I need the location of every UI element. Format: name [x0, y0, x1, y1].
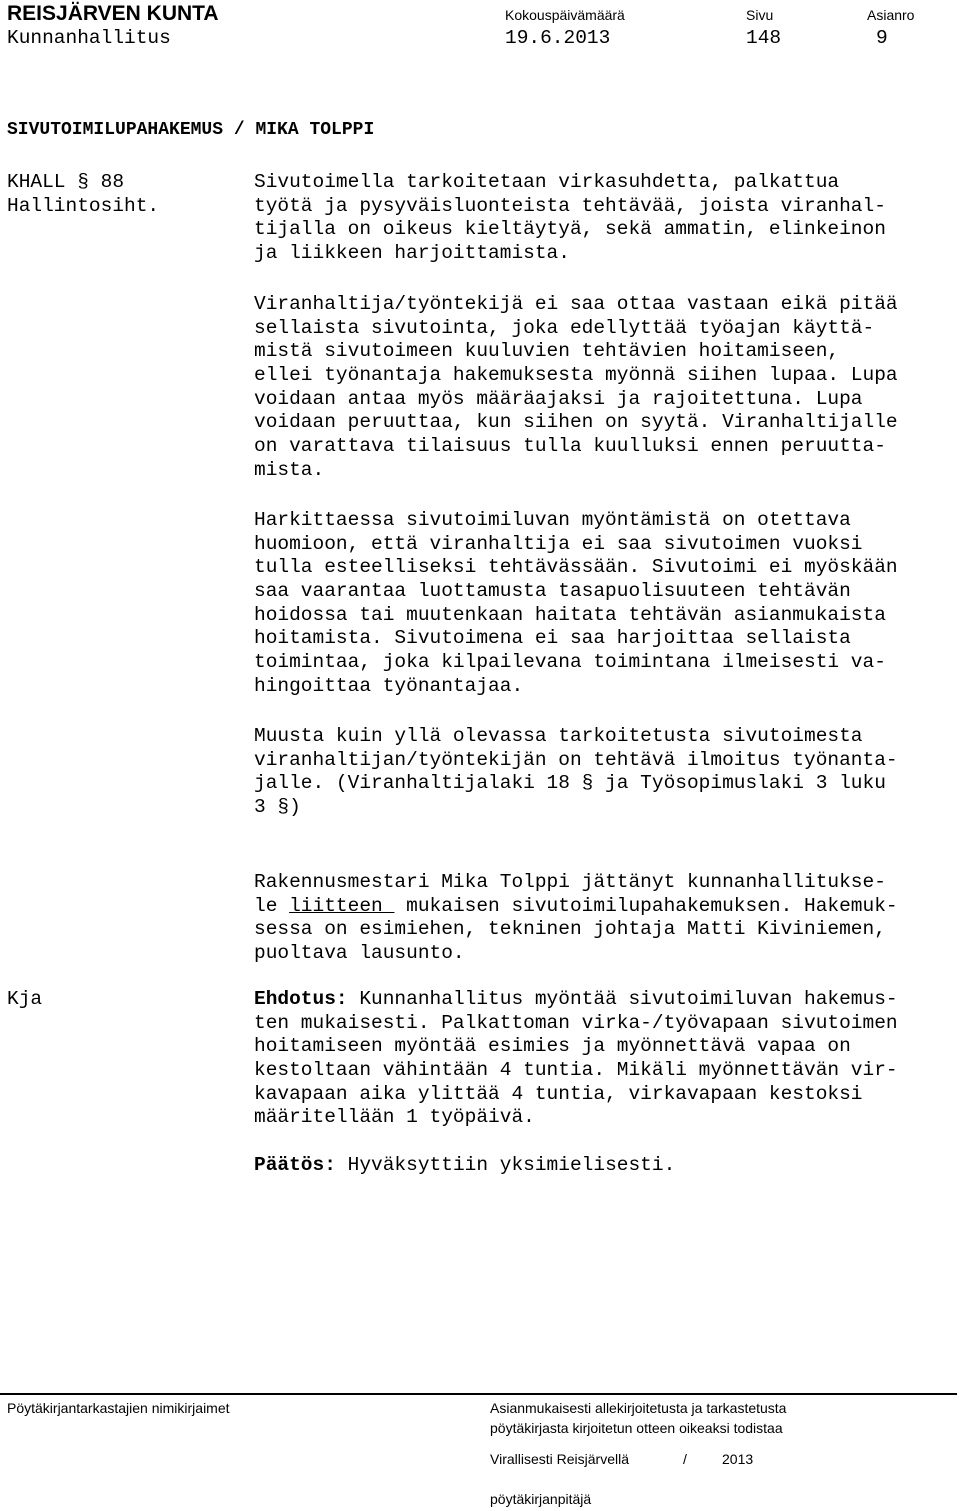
- text-line: toimintaa, joka kilpailevana toimintana ilmeisesti va-: [254, 651, 886, 674]
- text-line: 3 §): [254, 796, 301, 819]
- text-line: hoitamiseen myöntää esimies ja myönnettävä vapaa on: [254, 1035, 851, 1058]
- preparer: Hallintosiht.: [7, 195, 160, 217]
- text-line: kavapaan aika ylittää 4 tuntia, virkavapaan kestoksi: [254, 1082, 863, 1105]
- footer-certification-line1: Asianmukaisesti allekirjoitetusta ja tarkastetusta: [490, 1400, 787, 1416]
- text-line: työtä ja pysyväisluonteista tehtävää, joista viranhal-: [254, 194, 886, 217]
- decision-label: Päätös:: [254, 1154, 336, 1176]
- paragraph-application: [254, 871, 954, 966]
- footer-inspectors-initials: Pöytäkirjantarkastajien nimikirjaimet: [7, 1400, 230, 1416]
- text-line: jalle. (Viranhaltijalaki 18 § ja Työsopimuslaki 3 luku: [254, 772, 886, 795]
- footer-secretary: pöytäkirjanpitäjä: [490, 1491, 592, 1507]
- proposer: Kja: [7, 988, 43, 1010]
- paragraph-proposal: [254, 988, 954, 1130]
- text-line: viranhaltijan/työntekijän on tehtävä ilmoitus työnanta-: [254, 748, 898, 771]
- case-number-value: 9: [876, 27, 888, 49]
- page-number-value: 148: [746, 27, 782, 49]
- text-line: sessa on esimiehen, tekninen johtaja Matti Kiviniemen,: [254, 918, 886, 941]
- text-line: [254, 895, 954, 919]
- footer-certification-line2: pöytäkirjasta kirjoitetun otteen oikeaksi todistaa: [490, 1420, 783, 1436]
- text-line: Viranhaltija/työntekijä ei saa ottaa vastaan eikä pitää: [254, 293, 898, 315]
- text-line: hoitamista. Sivutoimena ei saa harjoittaa sellaista: [254, 627, 851, 650]
- text-line: Sivutoimella tarkoitetaan virkasuhdetta, palkattua: [254, 171, 840, 193]
- footer-year: 2013: [722, 1451, 754, 1467]
- footer-divider: [0, 1393, 957, 1395]
- text-line: tulla esteelliseksi tehtävässään. Sivutoimi ei myöskään: [254, 556, 898, 579]
- text-fragment: mukaisen sivutoimilupahakemuksen. Hakemuk-: [394, 894, 898, 917]
- text-fragment: le: [254, 894, 290, 917]
- case-number-label: Asianro: [867, 7, 915, 23]
- text-fragment: Hyväksyttiin yksimielisesti.: [335, 1154, 676, 1176]
- reference-code: KHALL § 88: [7, 171, 125, 193]
- text-line: puoltava lausunto.: [254, 942, 465, 965]
- text-line: ellei työnantaja hakemuksesta myönnä siihen lupaa. Lupa: [254, 364, 898, 387]
- text-line: mistä sivutoimeen kuuluvien tehtävien hoitamiseen,: [254, 340, 840, 363]
- text-line: voidaan antaa myös määräajaksi ja rajoitettuna. Lupa: [254, 387, 863, 410]
- meeting-date-label: Kokouspäivämäärä: [505, 7, 625, 23]
- text-line: Harkittaessa sivutoimiluvan myöntämistä on otettava: [254, 509, 851, 531]
- page-label: Sivu: [746, 7, 774, 23]
- text-line: huomioon, että viranhaltija ei saa sivutoimen vuoksi: [254, 532, 863, 555]
- paragraph-permission: [254, 293, 954, 483]
- proposal-label: Ehdotus:: [254, 988, 348, 1010]
- attachment-link[interactable]: liitteen: [289, 894, 395, 917]
- meeting-date-value: 19.6.2013: [505, 27, 611, 49]
- text-line: ja liikkeen harjoittamista.: [254, 242, 570, 265]
- paragraph-definition: [254, 171, 954, 266]
- paragraph-notification: [254, 725, 954, 820]
- text-line: mista.: [254, 458, 325, 481]
- text-line: on varattava tilaisuus tulla kuulluksi ennen peruutta-: [254, 435, 886, 458]
- text-line: hingoittaa työnantajaa.: [254, 674, 524, 697]
- paragraph-considerations: [254, 509, 954, 699]
- text-line: [254, 988, 954, 1012]
- text-fragment: Kunnanhallitus myöntää sivutoimiluvan hakemus-: [347, 988, 898, 1010]
- text-line: saa vaarantaa luottamusta tasapuolisuuteen tehtävän: [254, 580, 851, 603]
- organization-name: REISJÄRVEN KUNTA: [7, 2, 219, 25]
- text-line: Rakennusmestari Mika Tolppi jättänyt kunnanhallitukse-: [254, 871, 886, 893]
- text-line: määritellään 1 työpäivä.: [254, 1106, 535, 1129]
- body-name: Kunnanhallitus: [7, 27, 171, 49]
- text-line: voidaan peruuttaa, kun siihen on syytä. Viranhaltijalle: [254, 411, 898, 434]
- text-line: tijalla on oikeus kieltäytyä, sekä ammatin, elinkeinon: [254, 218, 886, 241]
- footer-date-separator: /: [683, 1451, 687, 1467]
- text-line: hoidossa tai muutenkaan haitata tehtävän asianmukaista: [254, 603, 886, 626]
- footer-place: Virallisesti Reisjärvellä: [490, 1451, 630, 1467]
- text-line: Muusta kuin yllä olevassa tarkoitetusta sivutoimesta: [254, 725, 863, 747]
- text-line: kestoltaan vähintään 4 tuntia. Mikäli myönnettävän vir-: [254, 1059, 898, 1082]
- paragraph-decision: [254, 1154, 954, 1178]
- text-line: sellaista sivutointa, joka edellyttää työajan käyttä-: [254, 316, 875, 339]
- document-title: SIVUTOIMILUPAHAKEMUS / MIKA TOLPPI: [7, 120, 375, 140]
- text-line: ten mukaisesti. Palkattoman virka-/työvapaan sivutoimen: [254, 1011, 898, 1034]
- text-line: [254, 1154, 954, 1178]
